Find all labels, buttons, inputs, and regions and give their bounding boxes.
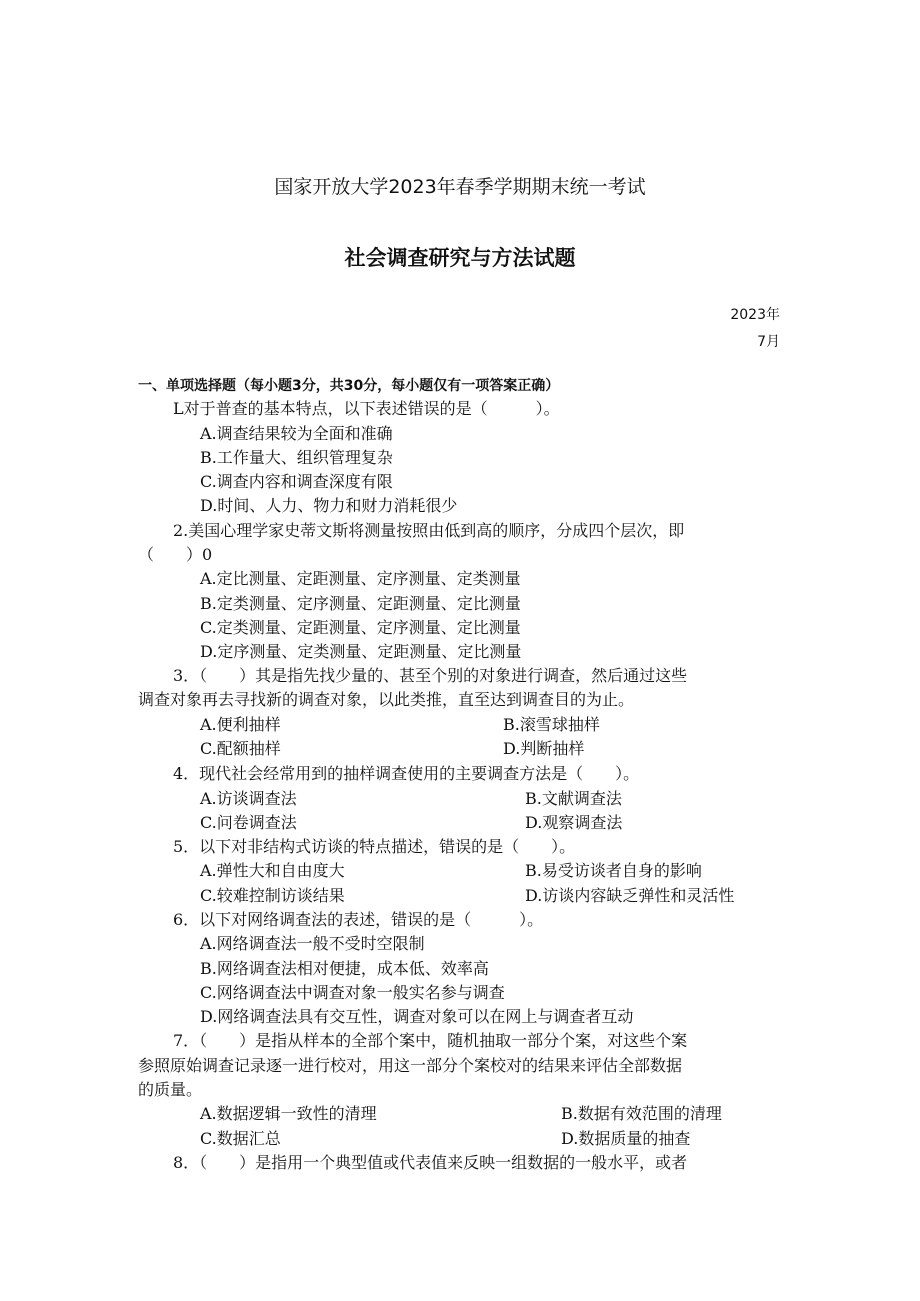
exam-school-title: 国家开放大学2023年春季学期期末统一考试 [274, 176, 646, 198]
question-3-stem-line-2: 调查对象再去寻找新的调查对象，以此类推，直至达到调查目的为止。 [138, 690, 635, 709]
question-4-option-c: C.问卷调查法 [200, 813, 297, 832]
question-1-option-c: C.调查内容和调查深度有限 [200, 472, 393, 491]
question-1-stem: L对于普查的基本特点，以下表述错误的是（ ）。 [173, 399, 560, 418]
question-2-stem-line-1: 2.美国心理学家史蒂文斯将测量按照由低到高的顺序，分成四个层次，即 [173, 521, 685, 540]
question-2-option-a: A.定比测量、定距测量、定序测量、定类测量 [200, 569, 521, 588]
question-6-option-c: C.网络调查法中调查对象一般实名参与调查 [200, 983, 505, 1002]
question-2-stem-line-2: （ ）0 [138, 545, 213, 564]
question-1-option-d: D.时间、人力、物力和财力消耗很少 [200, 496, 458, 515]
question-5-stem: 5．以下对非结构式访谈的特点描述，错误的是（ ）。 [173, 837, 576, 856]
question-7-option-d: D.数据质量的抽查 [561, 1129, 691, 1148]
question-7-stem-line-3: 的质量。 [138, 1080, 203, 1099]
question-4-option-b: B.文献调查法 [525, 789, 622, 808]
question-2-option-d: D.定序测量、定类测量、定距测量、定比测量 [200, 642, 522, 661]
question-5-option-b: B.易受访谈者自身的影响 [525, 861, 702, 880]
question-6-option-d: D.网络调查法具有交互性，调查对象可以在网上与调查者互动 [200, 1007, 634, 1026]
question-6-stem: 6．以下对网络调查法的表述，错误的是（ ）。 [173, 910, 544, 929]
question-6-option-a: A.网络调查法一般不受时空限制 [200, 934, 425, 953]
exam-date-month: 7月 [757, 334, 780, 350]
question-7-stem-line-1: 7．（ ）是指从样本的全部个案中，随机抽取一部分个案，对这些个案 [173, 1031, 688, 1050]
exam-date-year: 2023年 [730, 307, 780, 323]
question-4-option-d: D.观察调查法 [525, 813, 623, 832]
question-3-stem-line-1: 3．（ ）其是指先找少量的、甚至个别的对象进行调查，然后通过这些 [173, 666, 688, 685]
section-heading: 一、单项选择题（每小题3分，共30分，每小题仅有一项答案正确） [138, 378, 560, 394]
question-5-option-c: C.较难控制访谈结果 [200, 886, 345, 905]
question-8-stem-line-1: 8．（ ）是指用一个典型值或代表值来反映一组数据的一般水平，或者 [173, 1153, 688, 1172]
question-4-option-a: A.访谈调查法 [200, 789, 297, 808]
question-1-option-b: B.工作量大、组织管理复杂 [200, 448, 393, 467]
question-5-option-d: D.访谈内容缺乏弹性和灵活性 [525, 886, 735, 905]
question-5-option-a: A.弹性大和自由度大 [200, 861, 345, 880]
question-1-option-a: A.调查结果较为全面和准确 [200, 424, 393, 443]
question-6-option-b: B.网络调查法相对便捷，成本低、效率高 [200, 959, 489, 978]
question-3-option-b: B.滚雪球抽样 [503, 715, 600, 734]
question-7-stem-line-2: 参照原始调查记录逐一进行校对，用这一部分个案校对的结果来评估全部数据 [138, 1056, 683, 1075]
question-2-option-c: C.定类测量、定距测量、定序测量、定比测量 [200, 618, 521, 637]
question-3-option-c: C.配额抽样 [200, 739, 281, 758]
question-7-option-c: C.数据汇总 [200, 1129, 281, 1148]
question-2-option-b: B.定类测量、定序测量、定距测量、定比测量 [200, 594, 521, 613]
question-7-option-a: A.数据逻辑一致性的清理 [200, 1104, 377, 1123]
question-7-option-b: B.数据有效范围的清理 [561, 1104, 722, 1123]
question-4-stem: 4．现代社会经常用到的抽样调查使用的主要调查方法是（ ）。 [173, 764, 640, 783]
exam-subject-title: 社会调查研究与方法试题 [344, 246, 576, 270]
question-3-option-a: A.便利抽样 [200, 715, 281, 734]
question-3-option-d: D.判断抽样 [503, 739, 585, 758]
